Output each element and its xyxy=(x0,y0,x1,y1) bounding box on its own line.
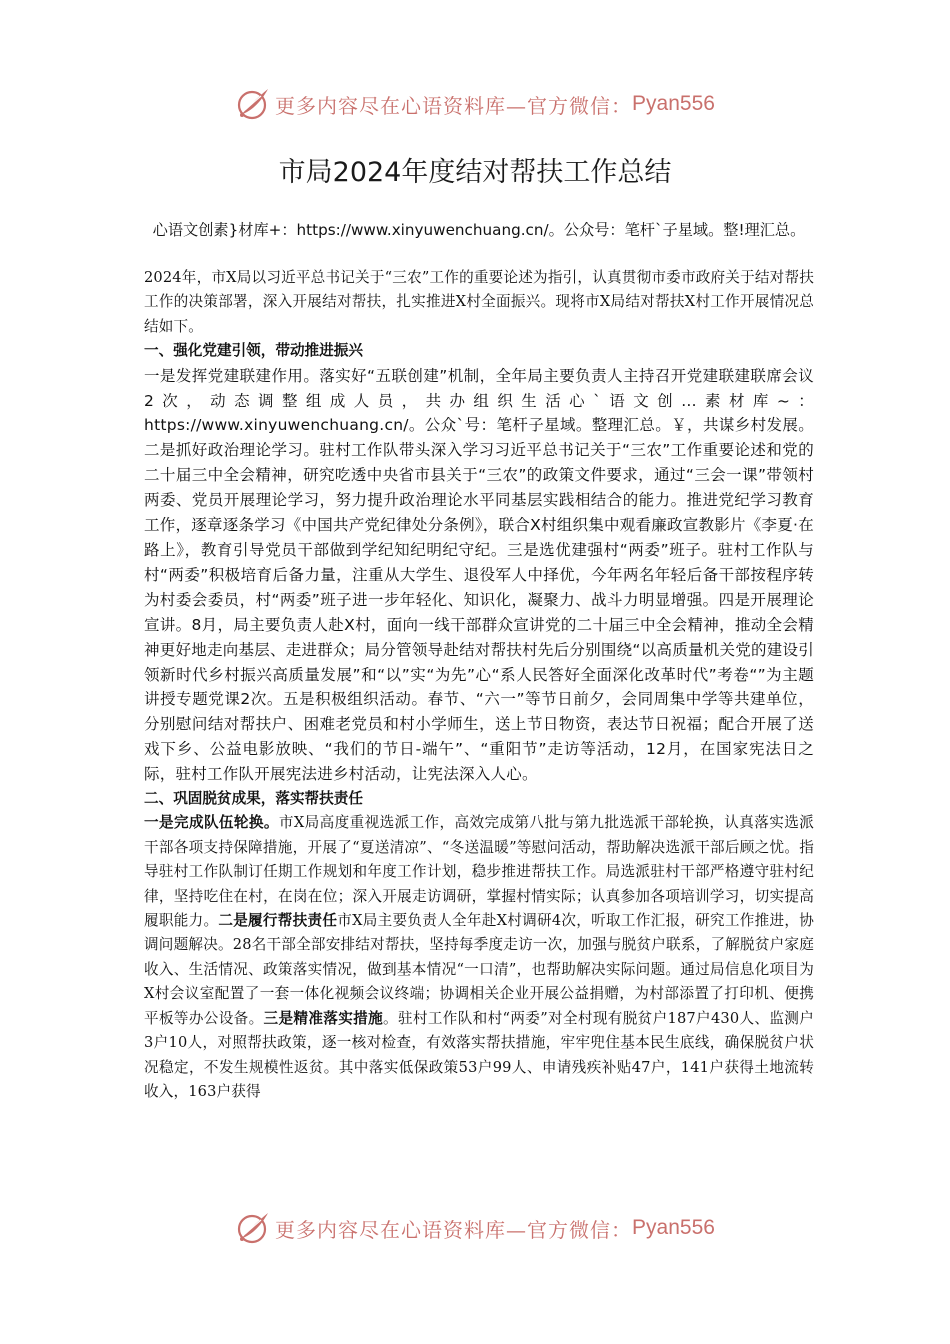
section-2-text-2: 市X局主要负责人全年赴X村调研4次，听取工作汇报，研究工作推进，协调问题解决。28名干部全部安排结对帮扶，坚持每季度走访一次，加强与脱贫户联系，了解脱贫户家庭收入、生活情况、政策落实情况，做到基本情况“一口清”，也帮助解决实际问题。通过局信息化项目为X村会议室配置了一套一体化视频会议终端；协调相关企业开展公益捐赠，为村部添置了打印机、便携平板等办公设备。 xyxy=(144,912,814,1027)
lead-phrase-1: 一是完成队伍轮换。 xyxy=(144,814,279,832)
section-2-text-3: 。驻村工作队和村“两委”对全村现有脱贫户187户430人、监测户3户10人，对照帮扶政策，逐一核对检查，有效落实帮扶措施，牢牢兜住基本民生底线，确保脱贫户状况稳定，不发生规模性返贫。其中落实低保政策53户99人、申请残疾补贴47户，141户获得土地流转收入，163户获得 xyxy=(144,1009,814,1100)
section-2-text-1: 市X局高度重视选派工作，高效完成第八批与第九批选派干部轮换，认真落实选派干部各项支持保障措施，开展了“夏送清凉”、“冬送温暖”等慰问活动，帮助解决选派干部后顾之忧。指导驻村工作队制订任期工作规划和年度工作计划，稳步推进帮扶工作。局选派驻村干部严格遵守驻村纪律，坚持吃住在村，在岗在位；深入开展走访调研，掌握村情实际；认真参加各项培训学习，切实提高履职能力。 xyxy=(144,814,814,930)
intro-paragraph: 2024年，市X局以习近平总书记关于“三农”工作的重要论述为指引，认真贯彻市委市政府关于结对帮扶工作的决策部署，深入开展结对帮扶，扎实推进X村全面振兴。现将市X局结对帮扶X村工作开展情况总结如下。 xyxy=(144,269,814,335)
section-1-paragraph: 一是发挥党建联建作用。落实好“五联创建”机制，全年局主要负责人主持召开党建联建联席会议2次，动态调整组成人员，共办组织生活心`语文创…素材库~：https://www.xinyuwenchuang.cn/。公众`号：笔杆子星域。整理汇总。￥，共谋乡村发展。二是抓好政治理论学习。驻村工作队带头深入学习习近平总书记关于“三农”工作重要论述和党的二十届三中全会精神，研究吃透中央省市县关于“三农”的政策文件要求，通过“三会一课”带领村两委、党员开展理论学习，努力提升政治理论水平同基层实践相结合的能力。推进党纪学习教育工作，逐章逐条学习《中国共产党纪律处分条例》，联合X村组织集中观看廉政宣教影片《李夏·在路上》，教育引导党员干部做到学纪知纪明纪守纪。三是选优建强村“两委”班子。驻村工作队与村“两委”积极培育后备力量，注重从大学生、退役军人中择优，今年两名年轻后备干部按程序转为村委会委员，村“两委”班子进一步年轻化、知识化，凝聚力、战斗力明显增强。四是开展理论宣讲。8月，局主要负责人赴X村，面向一线干部群众宣讲党的二十届三中全会精神，推动全会精神更好地走向基层、走进群众；局分管领导赴结对帮扶村先后分别围绕“以高质量机关党的建设引领新时代乡村振兴高质量发展”和“以”实“为先”心“系人民答好全面深化改革时代”考卷“”为主题讲授专题党课2次。五是积极组织活动。春节、“六一”等节日前夕，会同周集中学等共建单位，分别慰问结对帮扶户、困难老党员和村小学师生，送上节日物资，表达节日祝福；配合开展了送戏下乡、公益电影放映、“我们的节日-端午”、“重阳节”走访等活动，12月，在国家宪法日之际，驻村工作队开展宪法进乡村活动，让宪法深入人心。 xyxy=(144,366,814,784)
watermark-text: 更多内容尽在心语资料库—官方微信： xyxy=(275,93,633,118)
source-line: 心语文创素}材库+：https://www.xinyuwenchuang.cn/。公众号：笔杆`子星域。整!理汇总。 xyxy=(152,221,806,239)
document-title: 市局2024年度结对帮扶工作总结 xyxy=(278,157,672,188)
watermark-wechat-id: Pyan556 xyxy=(632,92,715,115)
watermark-wechat-id: Pyan556 xyxy=(632,1216,715,1239)
section-heading-1: 一、强化党建引领，带动推进振兴 xyxy=(144,342,363,360)
watermark-text: 更多内容尽在心语资料库—官方微信： xyxy=(275,1217,633,1242)
section-2-paragraph xyxy=(144,811,814,1104)
watermark-banner-bottom xyxy=(0,1208,950,1248)
lead-phrase-2: 二是履行帮扶责任 xyxy=(218,912,338,930)
document-body xyxy=(144,266,814,1191)
quill-logo-icon xyxy=(235,1210,271,1246)
lead-phrase-3: 三是精准落实措施 xyxy=(263,1009,384,1027)
quill-logo-icon xyxy=(235,86,271,122)
watermark-banner-top xyxy=(0,84,950,124)
section-heading-2: 二、巩固脱贫成果，落实帮扶责任 xyxy=(144,790,363,808)
